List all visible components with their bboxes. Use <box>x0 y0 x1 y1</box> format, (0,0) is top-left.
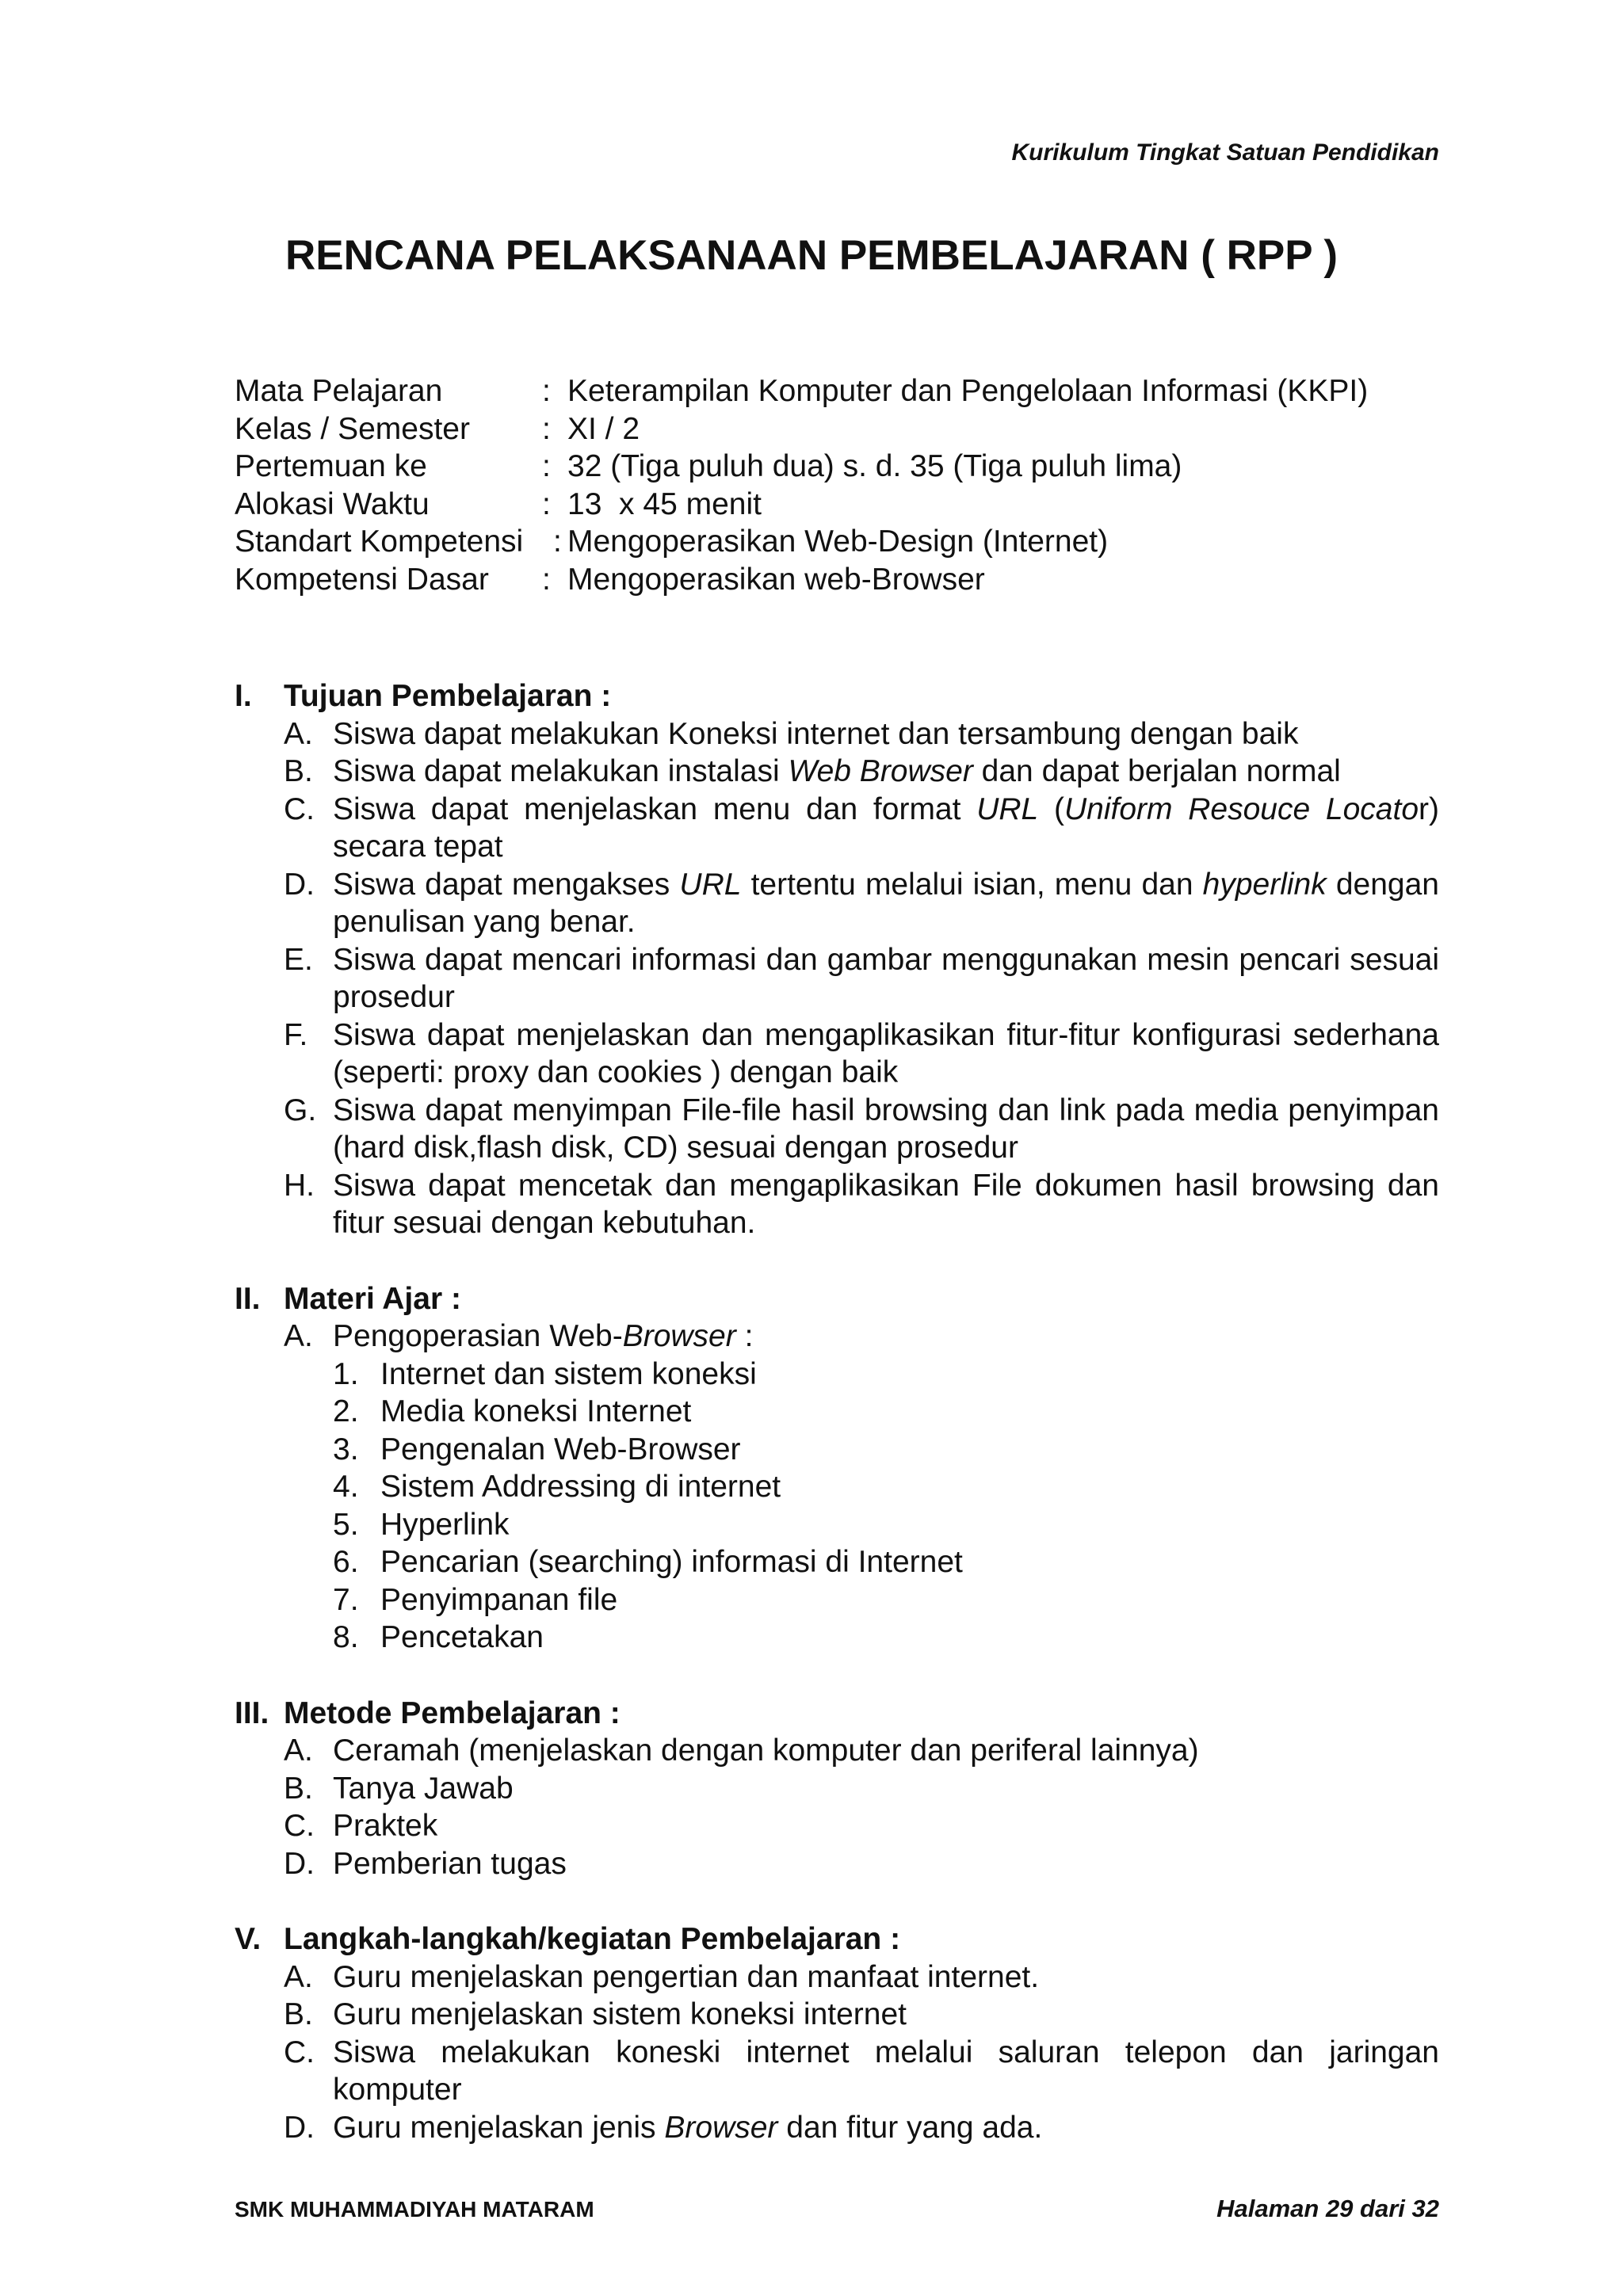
list-item <box>284 2034 1439 2109</box>
info-row-pertemuan <box>235 448 1439 486</box>
sub-list-item <box>333 1431 1439 1469</box>
list-item <box>284 715 1439 753</box>
item-text: Siswa dapat melakukan Koneksi internet dan tersambung dengan baik <box>333 716 1299 751</box>
section-tujuan-pembelajaran <box>235 677 1439 1242</box>
section-langkah-pembelajaran <box>235 1920 1439 2146</box>
info-value: 13 x 45 menit <box>567 486 762 521</box>
info-label: Kompetensi Dasar <box>235 562 489 597</box>
sub-item-text: Penyimpanan file <box>380 1582 618 1617</box>
section-title: Metode Pembelajaran : <box>284 1695 621 1730</box>
item-text: Tanya Jawab <box>333 1771 514 1806</box>
section-heading <box>235 1280 1439 1318</box>
sub-list-item <box>333 1356 1439 1394</box>
sub-list-item <box>333 1506 1439 1544</box>
item-letter: E. <box>284 942 313 977</box>
document-title: RENCANA PELAKSANAAN PEMBELAJARAN ( RPP ) <box>285 232 1338 279</box>
page-number: Halaman 29 dari 32 <box>1216 2195 1439 2222</box>
item-text: Siswa dapat mengakses URL tertentu melalui isian, menu dan hyperlink dengan penulisan yang benar. <box>333 867 1439 939</box>
info-colon: : <box>542 486 551 521</box>
sub-item-number: 5. <box>333 1507 359 1542</box>
section-title: Materi Ajar : <box>284 1281 461 1316</box>
item-text: Pengoperasian Web-Browser : <box>333 1319 754 1353</box>
list-item <box>284 791 1439 866</box>
item-letter: H. <box>284 1168 315 1203</box>
sub-item-text: Media koneksi Internet <box>380 1394 692 1428</box>
info-value: XI / 2 <box>567 411 640 446</box>
section-heading <box>235 677 1439 715</box>
info-label: Mata Pelajaran <box>235 374 443 408</box>
sub-item-number: 8. <box>333 1620 359 1654</box>
section-title: Langkah-langkah/kegiatan Pembelajaran : <box>284 1922 901 1956</box>
langkah-list <box>284 1958 1439 2147</box>
item-letter: D. <box>284 1846 315 1881</box>
metode-list <box>284 1732 1439 1882</box>
item-text: Praktek <box>333 1809 438 1843</box>
page-footer <box>235 2195 1439 2223</box>
item-letter: B. <box>284 1997 313 2031</box>
item-letter: A. <box>284 716 313 751</box>
sub-item-number: 4. <box>333 1470 359 1504</box>
materi-list <box>284 1318 1439 1657</box>
item-letter: C. <box>284 1809 315 1843</box>
info-value: Mengoperasikan web-Browser <box>567 562 985 597</box>
list-item <box>284 2109 1439 2147</box>
item-text: Guru menjelaskan jenis Browser dan fitur yang ada. <box>333 2110 1043 2145</box>
list-item <box>284 1770 1439 1808</box>
item-letter: G. <box>284 1093 317 1127</box>
info-value: 32 (Tiga puluh dua) s. d. 35 (Tiga puluh lima) <box>567 449 1182 483</box>
list-item <box>284 1958 1439 1997</box>
item-text: Guru menjelaskan pengertian dan manfaat internet. <box>333 1959 1040 1994</box>
item-letter: C. <box>284 2035 315 2069</box>
info-label: Alokasi Waktu <box>235 486 430 521</box>
info-label: Pertemuan ke <box>235 449 427 483</box>
sub-item-text: Pengenalan Web-Browser <box>380 1432 741 1466</box>
list-item <box>284 941 1439 1016</box>
section-title: Tujuan Pembelajaran : <box>284 679 612 713</box>
school-name: SMK MUHAMMADIYAH MATARAM <box>235 2197 594 2222</box>
info-row-alokasi-waktu <box>235 486 1439 524</box>
sub-item-text: Hyperlink <box>380 1507 510 1542</box>
sub-item-number: 1. <box>333 1356 359 1391</box>
sub-item-number: 2. <box>333 1394 359 1428</box>
info-colon: : <box>542 449 551 483</box>
info-row-kelas-semester <box>235 410 1439 448</box>
info-colon: : <box>542 411 551 446</box>
sub-list-item <box>333 1468 1439 1506</box>
section-metode-pembelajaran <box>235 1695 1439 1883</box>
identity-table <box>235 372 1439 598</box>
item-letter: B. <box>284 1771 313 1806</box>
item-letter: B. <box>284 754 313 788</box>
document-body <box>235 372 1439 2146</box>
section-number: I. <box>235 679 252 713</box>
item-text: Siswa dapat melakukan instalasi Web Browser dan dapat berjalan normal <box>333 754 1341 788</box>
item-letter: F. <box>284 1017 308 1052</box>
item-text: Ceramah (menjelaskan dengan komputer dan periferal lainnya) <box>333 1733 1199 1768</box>
item-text: Siswa melakukan koneski internet melalui saluran telepon dan jaringan komputer <box>333 2035 1439 2107</box>
info-label: Standart Kompetensi <box>235 524 524 559</box>
section-number: III. <box>235 1695 269 1730</box>
list-item <box>284 1845 1439 1883</box>
sub-item-text: Sistem Addressing di internet <box>380 1470 781 1504</box>
sub-list-item <box>333 1543 1439 1581</box>
section-heading <box>235 1695 1439 1733</box>
list-item <box>284 1167 1439 1242</box>
item-text: Siswa dapat mencari informasi dan gambar menggunakan mesin pencari sesuai prosedur <box>333 942 1439 1014</box>
item-text: Pemberian tugas <box>333 1846 567 1881</box>
info-row-kompetensi-dasar <box>235 561 1439 599</box>
info-value: Mengoperasikan Web-Design (Internet) <box>567 524 1109 559</box>
info-colon: : <box>542 374 551 408</box>
sub-item-number: 3. <box>333 1432 359 1466</box>
sub-list-item <box>333 1619 1439 1657</box>
item-text: Siswa dapat menjelaskan menu dan format URL (Uniform Resouce Locator) secara tepat <box>333 791 1439 864</box>
list-item <box>284 753 1439 791</box>
list-item <box>284 1318 1439 1356</box>
sub-item-text: Pencetakan <box>380 1620 544 1654</box>
info-row-standart-kompetensi <box>235 523 1439 561</box>
info-value: Keterampilan Komputer dan Pengelolaan Informasi (KKPI) <box>567 374 1369 408</box>
sub-item-text: Pencarian (searching) informasi di Internet <box>380 1545 963 1579</box>
section-number: V. <box>235 1922 262 1956</box>
curriculum-header: Kurikulum Tingkat Satuan Pendidikan <box>1011 139 1439 166</box>
list-item <box>284 1996 1439 2034</box>
list-item <box>284 866 1439 941</box>
sub-item-number: 7. <box>333 1582 359 1617</box>
item-text: Guru menjelaskan sistem koneksi internet <box>333 1997 907 2031</box>
section-materi-ajar <box>235 1280 1439 1657</box>
item-letter: A. <box>284 1733 313 1768</box>
item-letter: A. <box>284 1319 313 1353</box>
info-colon: : <box>553 524 562 559</box>
sub-item-number: 6. <box>333 1545 359 1579</box>
sub-item-text: Internet dan sistem koneksi <box>380 1356 757 1391</box>
materi-sublist <box>333 1356 1439 1657</box>
info-colon: : <box>542 562 551 597</box>
tujuan-list <box>284 715 1439 1242</box>
list-item <box>284 1092 1439 1167</box>
item-letter: C. <box>284 791 315 826</box>
list-item <box>284 1807 1439 1845</box>
item-letter: D. <box>284 2110 315 2145</box>
list-item <box>284 1732 1439 1770</box>
item-letter: D. <box>284 867 315 902</box>
sub-list-item <box>333 1581 1439 1619</box>
info-label: Kelas / Semester <box>235 411 470 446</box>
section-number: II. <box>235 1281 261 1316</box>
item-letter: A. <box>284 1959 313 1994</box>
list-item <box>284 1016 1439 1092</box>
section-heading <box>235 1920 1439 1958</box>
info-row-mata-pelajaran <box>235 372 1439 410</box>
sub-list-item <box>333 1393 1439 1431</box>
item-text: Siswa dapat menjelaskan dan mengaplikasikan fitur-fitur konfigurasi sederhana (seperti: proxy dan cookies ) dengan baik <box>333 1017 1439 1089</box>
item-text: Siswa dapat menyimpan File-file hasil browsing dan link pada media penyimpan (hard disk,flash disk, CD) sesuai dengan prosedur <box>333 1093 1439 1165</box>
item-text: Siswa dapat mencetak dan mengaplikasikan File dokumen hasil browsing dan fitur sesuai dengan kebutuhan. <box>333 1168 1439 1240</box>
